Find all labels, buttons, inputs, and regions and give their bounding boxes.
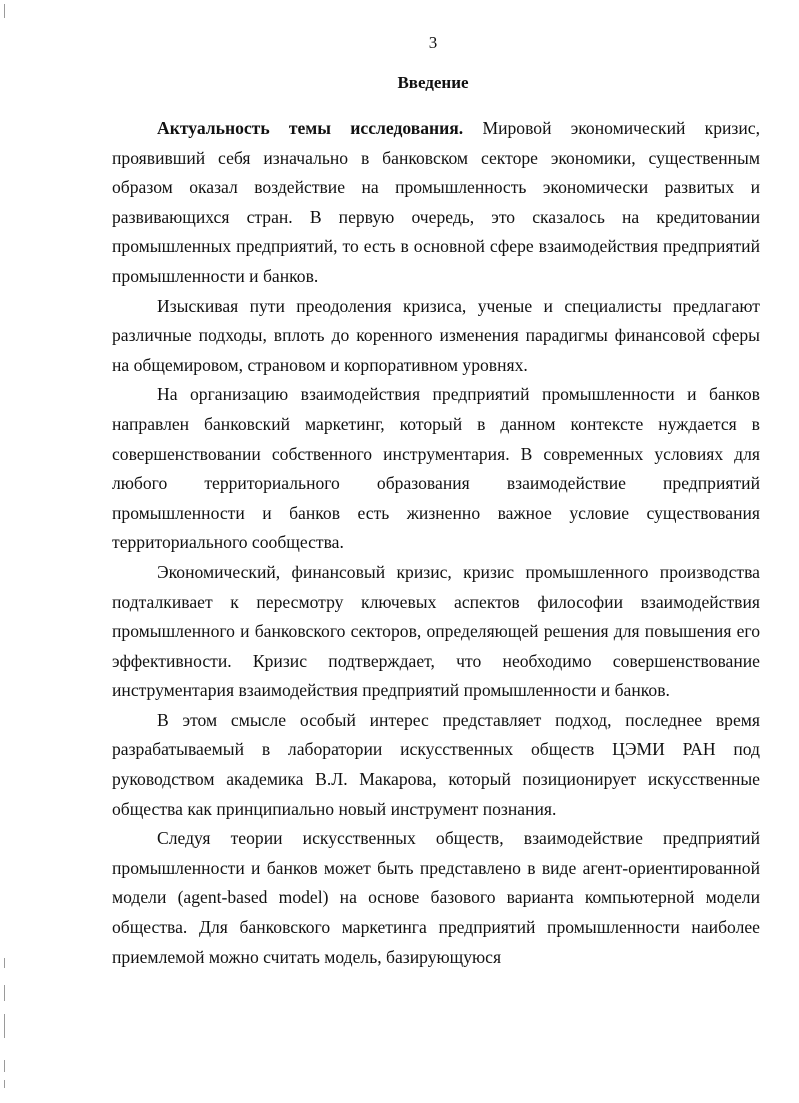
scan-artifact-1	[4, 958, 5, 968]
paragraph-text: Мировой экономический кризис, проявивший себя изначально в банковском секторе экономики, существенным образом оказал воздействие на промышленность экономически развитых и развивающихся стран. В первую очередь, это сказалось на кредитовании промышленных предприятий, то есть в основной сфере взаимодействия предприятий промышленности и банков.	[112, 118, 760, 286]
paragraph-text: Экономический, финансовый кризис, кризис промышленного производства подталкивает к пересмотру ключевых аспектов философии взаимодействия промышленного и банковского секторов, определяющей решения для повышения его эффективности. Кризис подтверждает, что необходимо совершенствование инструментария взаимодействия предприятий промышленности и банков.	[112, 561, 760, 701]
paragraph-text: Изыскивая пути преодоления кризиса, ученые и специалисты предлагают различные подходы, вплоть до коренного изменения парадигмы финансовой сферы на общемировом, страновом и корпоративном уровнях.	[112, 295, 760, 375]
scan-artifact-3	[4, 1014, 5, 1038]
scan-artifact-4	[4, 1060, 5, 1072]
page-number: 3	[428, 33, 438, 52]
scan-artifact-5	[4, 1080, 5, 1088]
scan-artifact-2	[4, 985, 5, 1001]
paragraph-text: Следуя теории искусственных обществ, взаимодействие предприятий промышленности и банков может быть представлено в виде агент-ориентированной модели (agent-based model) на основе базового варианта компьютерной модели общества. Для банковского маркетинга предприятий промышленности наиболее приемлемой можно считать модель, базирующуюся	[112, 828, 760, 967]
paragraph-lead-bold: Актуальность темы исследования.	[157, 118, 464, 138]
section-heading: Введение	[397, 73, 469, 92]
scan-artifact-top	[4, 4, 5, 18]
paragraph-text: В этом смысле особый интерес представляет подход, последнее время разрабатываемый в лаборатории искусственных обществ ЦЭМИ РАН под руководством академика В.Л. Макарова, который позиционирует искусственные общества как принципиально новый инструмент познания.	[112, 709, 760, 819]
body-text	[112, 114, 760, 972]
paragraph-relevance	[112, 114, 760, 292]
paragraph-text: На организацию взаимодействия предприятий промышленности и банков направлен банковский маркетинг, который в данном контексте нуждается в совершенствовании собственного инструментария. В современных условиях для любого территориального образования взаимодействие предприятий промышленности и банков есть жизненно важное условие существования территориального сообщества.	[112, 384, 760, 553]
